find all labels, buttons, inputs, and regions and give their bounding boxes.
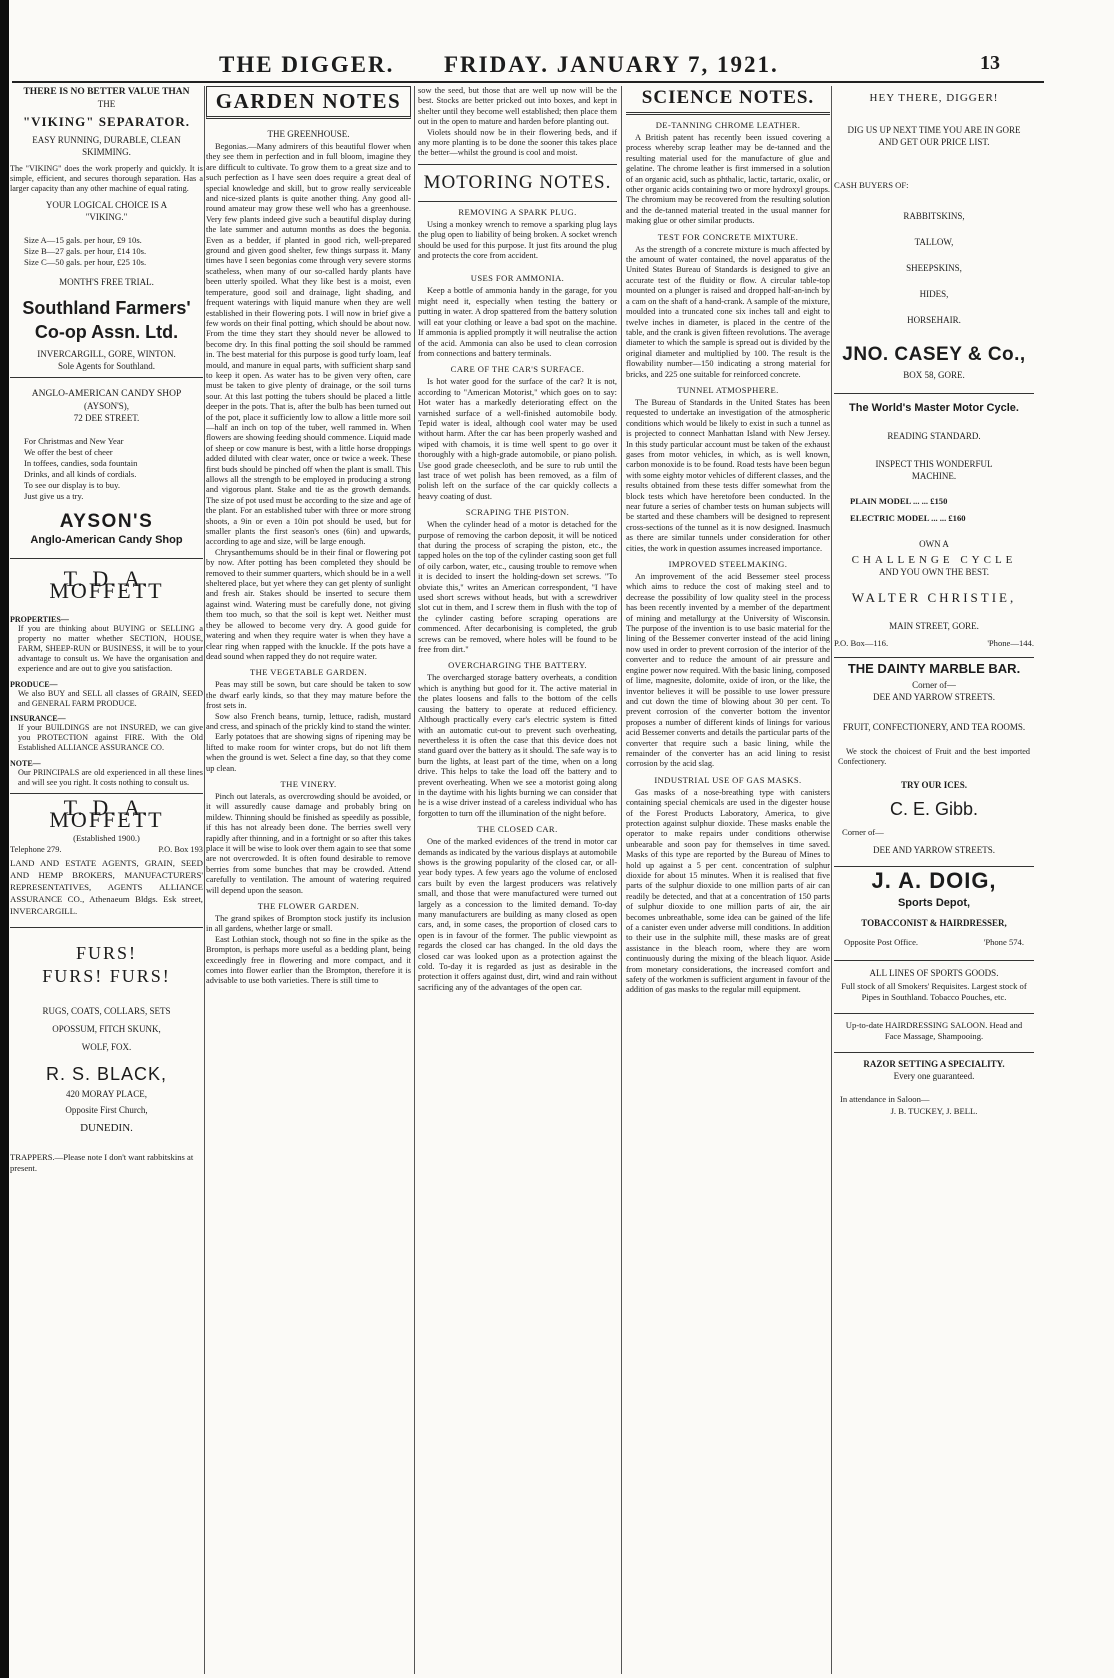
article-paragraph: Peas may still be sown, but care should be taken to sow the dwarf early kinds, so that they may mature before the frost sets in. <box>206 680 411 711</box>
subheading: THE VINERY. <box>280 778 337 789</box>
ad-line: DEE AND YARROW STREETS. <box>872 692 995 702</box>
casey-ad <box>834 92 1034 381</box>
page-edge-shadow <box>0 0 9 1678</box>
subheading: IMPROVED STEELMAKING. <box>668 559 788 570</box>
ad-title: "VIKING" SEPARATOR. <box>22 114 191 129</box>
moffett-ad <box>10 565 203 788</box>
ad-line: MAIN STREET, GORE. <box>889 621 979 631</box>
ad-body: The "VIKING" does the work properly and quickly. It is simple, efficient, and secures thorough separation. Has a larger capacity than any other machine of equal rating. <box>10 164 203 194</box>
ad-headline: FURS! <box>75 943 138 964</box>
paper-name: THE DIGGER. <box>219 52 395 77</box>
article-paragraph: The grand spikes of Brompton stock justify its inclusion in all gardens, whether large or small. <box>206 914 411 934</box>
article-paragraph: A British patent has recently been issued covering a process whereby scrap leather may be de-tanned and the resulting material used for the manufacture of glue and gelatine. The chrome leather is first immersed in a solution of an organic acid, such as phthalic, lactic, tartaric, oxalic, or other organic acids containing two or more hydroxyl groups. The chromium may be recovered from the resulting solution and the de-tanned material treated in the usual manner for making glue or other similar products. <box>626 133 830 226</box>
page-number: 13 <box>980 52 1000 74</box>
article-paragraph: sow the seed, but those that are well up now will be the best. Stocks are better pricked out into boxes, and kept in shelter until they become well established; then place them out in the open to mature and harden before planting out. <box>418 86 617 127</box>
firm-name: JNO. CASEY & Co., <box>842 344 1026 365</box>
ad-line: OPOSSUM, FITCH SKUNK, <box>52 1024 161 1035</box>
divider <box>10 793 203 794</box>
proprietor-name: J. A. DOIG, <box>871 868 997 894</box>
divider <box>10 558 203 559</box>
article-paragraph: Keep a bottle of ammonia handy in the garage, for you might need it, especially when testing the battery or putting in water. A drop spattered from the battery solution will eat your clothing or leave a bad spot on the machine. If ammonia is applied promptly it will neutralise the action of the acid. Ammonia can also be used to clean corrosion from connections and battery terminals. <box>418 286 617 358</box>
ad-line: DUNEDIN. <box>80 1122 133 1135</box>
ad-line: AND YOU OWN THE BEST. <box>878 567 990 577</box>
price-line: ELECTRIC MODEL ... ... £160 <box>850 513 966 523</box>
ad-line: OWN A <box>919 539 949 549</box>
phone-number: 'Phone 574. <box>983 937 1024 948</box>
section-label: PROPERTIES— <box>10 614 69 624</box>
column-rule <box>204 86 205 1674</box>
section-label: NOTE— <box>10 758 41 768</box>
furs-ad <box>10 942 203 1174</box>
ad-line: RAZOR SETTING A SPECIALITY. <box>863 1059 1005 1070</box>
ad-line: BOX 58, GORE. <box>903 370 965 380</box>
subheading: TUNNEL ATMOSPHERE. <box>677 384 779 395</box>
ad-headline: The World's Master Motor Cycle. <box>849 402 1019 414</box>
ad-line: Opposite First Church, <box>65 1105 148 1116</box>
section-title: GARDEN NOTES <box>215 89 402 113</box>
ad-line: Sports Depot, <box>897 897 971 910</box>
ad-line: TOBACCONIST & HAIRDRESSER, <box>861 918 1007 929</box>
subheading: USES FOR AMMONIA. <box>470 273 565 284</box>
issue-date: FRIDAY. JANUARY 7, 1921. <box>444 52 779 77</box>
column-garden-notes <box>206 86 411 1676</box>
ad-body: We stock the choicest of Fruit and the best imported Confectionery. <box>838 747 1030 767</box>
ad-line: CHALLENGE CYCLE <box>851 554 1017 566</box>
subheading: THE VEGETABLE GARDEN. <box>249 667 368 678</box>
column-advertisements-left <box>10 86 203 1676</box>
column-motoring-notes <box>418 86 617 1676</box>
article-paragraph: Pinch out laterals, as overcrowding should be avoided, or it will assuredly cause damage and probably bring on mildew. Thinning should be finished as speedily as possible, if this has not already been done. The berries swell very rapidly after thinning, and in a fortnight or so after this takes place it will be wise to look over them again to see that some are not overcrowded. It is often found desirable to remove berries from some bunches that may be crowded. Attend carefully to ventilation. The amount of watering required will depend upon the season. <box>206 791 411 895</box>
firm-name: Southland Farmers' Co-op Assn. Ltd. <box>22 297 191 342</box>
ad-line: TRY OUR ICES. <box>900 780 968 791</box>
divider <box>834 1052 1034 1053</box>
divider <box>834 960 1034 961</box>
divider <box>10 377 203 378</box>
subheading: THE GREENHOUSE. <box>267 129 350 139</box>
ad-line: MONTH'S FREE TRIAL. <box>59 276 154 287</box>
ad-line: DIG US UP NEXT TIME YOU ARE IN GORE AND GET OUR PRICE LIST. <box>847 125 1021 147</box>
christie-ad <box>834 402 1034 649</box>
divider <box>418 164 617 165</box>
subheading: TEST FOR CONCRETE MIXTURE. <box>657 231 799 242</box>
shop-subtitle: Anglo-American Candy Shop <box>30 533 183 546</box>
moffett-agents-ad <box>10 795 203 917</box>
ad-line: Sole Agents for Southland. <box>58 360 155 371</box>
verse-line: For Christmas and New Year <box>24 435 124 446</box>
subheading: SCRAPING THE PISTON. <box>465 507 570 518</box>
article-paragraph: The Bureau of Standards in the United States has been requested to undertake an investigation of the atmospheric conditions which would be likely to exist in such a tunnel as is projected to connect Manhattan Island with New Jersey. In this study particular account must be taken of the exhaust gases from motor vehicles, in which, as is well known, carbon monoxide is to be found. Road tests have been begun with some eighty motor vehicles of different classes, and the results obtained from these tests differ somewhat from the block tests which have heretofore been conducted. In the near future a series of chamber tests on human subjects will be started and these chambers will be designed to represent cross-sections of the tunnel as it is now designed. Inasmuch as there are similar tunnels under consideration for other cities, the work in question assumes increased importance. <box>626 397 830 553</box>
article-paragraph: An improvement of the acid Bessemer steel process which aims to reduce the cost of making steel and to decrease the possibility of low quality steel in the process has been recently invented by a member of the department of mining and metallurgy at the University of Wisconsin. The purpose of the invention is to use basic material for the lining of the Bessemer converter instead of the acid lining now used in order to prevent corrosion of the interior of the converter and to reduce the amount of air pressure and engine power now required. With the basic lining, composed of lime, magnesite, dolomite, oxide of iron, or the like, the inventor believes it will be possible to use lower pressure and cut down the time of blowing about 30 per cent. To prevent corrosion of the converter bottom the inventor proposes a number of different kinds of linings for various acid Bessemer converts and details the particular parts of the converter that require such a basic lining, while the remainder of the converter has an acid lining to resist corrosion by the acid slag. <box>626 572 830 769</box>
ad-line: DEE AND YARROW STREETS. <box>872 845 995 856</box>
article-paragraph: Early potatoes that are showing signs of ripening may be lifted to make room for winter crops, but do not lift them when the ground is wet. Select a fine day, so that they come up clean. <box>206 732 411 773</box>
divider <box>834 657 1034 658</box>
agent-name: T. D. A. MOFFETT <box>49 565 164 603</box>
price-line: PLAIN MODEL ... ... £150 <box>850 496 948 506</box>
article-paragraph: When the cylinder head of a motor is detached for the purpose of removing the carbon deposit, it will be noticed that during the process of scraping the piston, etc., the tapped holes on the top of the cylinder casting soon get full of oily carbon, water, etc., causing trouble to remove when it is decided to insert the holding-down set screws. "To obviate this," writes an American correspondent, "I have used short screws without heads, but with a screwdriver slot cut in them, and I screw them in flush with the top of the cylinder casting before scraping operations are commenced. After decarbonising is completed, the grub screws can be removed, where holes will be found to be free from dirt." <box>418 520 617 655</box>
staff-names: J. B. TUCKEY, J. BELL. <box>890 1106 978 1117</box>
section-label: PRODUCE— <box>10 679 58 689</box>
ad-line: ALL LINES OF SPORTS GOODS. <box>869 968 999 979</box>
po-box: P.O. Box—116. <box>834 638 889 648</box>
article-paragraph: Violets should now be in their flowering beds, and if any more planting is to be done the sooner this takes place the better—whilst the ground is cool and moist. <box>418 127 617 158</box>
ad-line: FRUIT, CONFECTIONERY, AND TEA ROOMS. <box>842 722 1026 732</box>
ad-line: THERE IS NO BETTER VALUE THAN <box>23 87 190 97</box>
subheading: CARE OF THE CAR'S SURFACE. <box>450 364 585 375</box>
ad-line: Corner of— <box>912 680 956 690</box>
ad-tagline: EASY RUNNING, DURABLE, CLEAN SKIMMING. <box>32 135 181 157</box>
column-rule <box>414 86 415 1674</box>
viking-separator-ad <box>10 86 203 372</box>
article-paragraph: East Lothian stock, though not so fine in the spike as the Brompton, is perhaps more useful as a bedding plant, being exceedingly free in flowering and more compact, and it comes into flower earlier than the Brompton, therefore it is advisable to use both varieties. There is still time to <box>206 934 411 986</box>
section-title: MOTORING NOTES. <box>423 171 612 193</box>
subheading: OVERCHARGING THE BATTERY. <box>448 660 587 671</box>
ad-line: Corner of— <box>842 827 884 838</box>
ad-body: If you are thinking about BUYING or SELLING a property no matter whether SECTION, HOUSE, FARM, SHEEP-RUN or BUSINESS, it will be to your advantage to consult us. We have the organisation and experience and are out to give you satisfaction. <box>18 623 203 674</box>
column-rule <box>621 86 622 1674</box>
ad-item: TALLOW, <box>914 237 954 247</box>
section-label: INSURANCE— <box>10 714 66 724</box>
ad-item: SHEEPSKINS, <box>906 263 962 273</box>
ad-headline: HEY THERE, DIGGER! <box>869 92 999 104</box>
candy-shop-ad <box>10 388 203 546</box>
ad-item: HORSEHAIR. <box>907 315 961 325</box>
section-title: SCIENCE NOTES. <box>641 87 815 108</box>
divider <box>834 1013 1034 1014</box>
dealer-name: R. S. BLACK, <box>45 1064 168 1085</box>
po-box: P.O. Box 193 <box>158 845 203 855</box>
verse-line: In toffees, candies, soda fountain <box>24 457 138 468</box>
ad-line: WOLF, FOX. <box>81 1042 132 1053</box>
divider <box>834 393 1034 394</box>
proprietor-name: C. E. Gibb. <box>889 799 979 820</box>
phone-number: 'Phone—144. <box>987 638 1034 648</box>
verse-line: We offer the best of cheer <box>24 446 113 457</box>
article-paragraph: Using a monkey wrench to remove a sparking plug lays the plug open to liability of being broken. A socket wrench should be used for this purpose. It just fits around the plug and protects the core from accident. <box>418 219 617 261</box>
ad-line: 72 DEE STREET. <box>73 412 140 423</box>
ad-line: INSPECT THIS WONDERFUL MACHINE. <box>875 459 993 481</box>
article-paragraph: Sow also French beans, turnip, lettuce, radish, mustard and cress, and spinach of the prickly kind to stand the winter. <box>206 711 411 731</box>
verse-line: Just give us a try. <box>24 490 84 501</box>
ad-body: LAND AND ESTATE AGENTS, GRAIN, SEED AND HEMP BROKERS, MANUFACTURERS' REPRESENTATIVES, AGENTS ALLIANCE ASSURANCE CO., Athenaeum Bldgs. Esk street, INVERCARGILL. <box>10 858 203 917</box>
ad-line: CASH BUYERS OF: <box>834 180 909 190</box>
subheading: REMOVING A SPARK PLUG. <box>458 206 577 217</box>
ad-line: In attendance in Saloon— <box>840 1094 930 1105</box>
ad-line: 420 MORAY PLACE, <box>65 1089 148 1100</box>
ad-body: Our PRINCIPALS are old experienced in all these lines and will see you right. It costs nothing to consult us. <box>18 767 203 787</box>
ad-line: (Established 1900.) <box>73 833 140 844</box>
ad-line: RUGS, COATS, COLLARS, SETS <box>42 1006 171 1017</box>
column-rule <box>831 86 832 1674</box>
ad-item: HIDES, <box>919 289 949 299</box>
doig-ad <box>834 868 1034 1117</box>
ad-body: If your BUILDINGS are not INSURED, we can give you PROTECTION against FIRE. With the Old Established ALLIANCE ASSURANCE CO. <box>18 723 203 753</box>
article-paragraph: As the strength of a concrete mixture is much affected by the amount of water contained, the novel apparatus of the United States Bureau of Standards is designed to give an accurate test of the fluidity or flow. A circular table-top mounted on a plunger is raised and dropped half-an-inch by a cam on the shaft of a hand-crank. A sample of the mixture, moulded into a truncated cone six inches tall and eight to twelve inches in diameter, is placed in the centre of the table, and the crank is given fifteen revolutions. The average diameter to which the sample is spread out is divided by the original diameter and multiplied by 100. The result is the flowability number—150 indicating a strong material for bricks, and 225 one suitable for reinforced concrete. <box>626 244 830 379</box>
ad-line: (AYSON'S), <box>83 400 130 411</box>
subheading: INDUSTRIAL USE OF GAS MASKS. <box>654 774 802 785</box>
ad-title: ANGLO-AMERICAN CANDY SHOP <box>31 388 182 399</box>
marble-bar-ad <box>834 663 1034 856</box>
ad-body: Full stock of all Smokers' Requisites. Largest stock of Pipes in Southland. Tobacco Pouches, etc. <box>841 981 1027 1003</box>
article-paragraph: One of the marked evidences of the trend in motor car demands as indicated by the various displays at automobile shows is the growing popularity of the closed car, or all-year body types. A few years ago the volume of enclosed cars built by even the largest producers was relatively small, and those that were manufactured were turned out largely as a concession to the limited demand. To-day many manufacturers are building as many closed as open cars, and, in some cases, the proportion of closed cars to open is in favour of the former. The public viewpoint as regards the closed car has changed. In the old days the closed car was looked upon as a protection against the cold. To-day it is regarded as just as desirable in the protection it offers against dust, dirt, wind and rain without sacrificing any of the advantages of the open car. <box>418 837 617 992</box>
subheading: THE CLOSED CAR. <box>477 824 558 835</box>
ad-line: THE <box>97 99 116 109</box>
verse-line: Drinks, and all kinds of cordials. <box>24 468 137 479</box>
price-line: Size C—50 gals. per hour, £25 10s. <box>24 256 147 267</box>
column-advertisements-right <box>834 86 1034 1676</box>
ad-line: YOUR LOGICAL CHOICE IS A <box>45 199 168 210</box>
divider <box>10 927 203 928</box>
column-science-notes <box>626 86 830 1676</box>
ad-note: TRAPPERS.—Please note I don't want rabbitskins at present. <box>10 1152 194 1174</box>
shop-location: Opposite Post Office. <box>844 937 919 948</box>
ad-headline: FURS! FURS! <box>42 966 171 987</box>
phone-number: Telephone 279. <box>10 845 62 855</box>
article-paragraph: The overcharged storage battery overheats, a condition which is anything but good for it. The active material in the plates loosens and falls to the bottom of the cells causing the battery to operate at reduced efficiency. Although practically every car's electric system is fitted with an automatic cut-out to prevent such overheating, nevertheless it is often the case that this device does not stand guard over the battery as it should. The safe way is to burn the lights, at least part of the time, when on a long drive. This helps to take the load off the battery and to prevent overheating. When we see a motorist going along in the daytime with his lights burning we can consider that he is a wise driver instead of a careless individual who has forgotten to turn off the illumination of the night before. <box>418 673 617 818</box>
shop-name: AYSON'S <box>59 510 154 532</box>
article-paragraph: Is hot water good for the surface of the car? It is not, according to "American Motorist," which goes on to say: Hot water has a markedly deteriorating effect on the varnished surface of a well-finished automobile body. Tepid water is ideal, although cool water may be used without harm. After the car has been properly washed and wiped with chamois, it is time well spent to go over it thoroughly with a high-grade automobile, or piano polish. Use good grade cheesecloth, and be sure to rub until the last trace of wet polish has been removed, as a film of polish left on the surface of the car quickly collects a heavy coating of dust. <box>418 377 617 501</box>
subheading: THE FLOWER GARDEN. <box>257 901 360 912</box>
ad-line: Every one guaranteed. <box>893 1071 975 1082</box>
subheading: DE-TANNING CHROME LEATHER. <box>655 120 801 130</box>
masthead <box>14 52 1100 82</box>
price-line: Size B—27 gals. per hour, £14 10s. <box>24 245 147 256</box>
ad-body: We also BUY and SELL all classes of GRAIN, SEED and GENERAL FARM PRODUCE. <box>18 688 203 708</box>
agent-name: T. D. A. MOFFETT <box>49 795 164 833</box>
article-paragraph: Gas masks of a nose-breathing type with canisters containing special chemicals are used in the digester house of the Forest Products Laboratory, America, to give protection against sulphur dioxide. These masks enable the operator to make repairs under conditions otherwise unbearable and soon pay for themselves in time saved. Masks of this type are reported by the Bureau of Mines to hold up against a 5 per cent. concentration of sulphur dioxide for about 15 minutes. When it is realised that five parts of the sulphur dioxide to one million parts of air can readily be detected, and that at a concentration of 150 parts of sulphur dioxide to one million parts of air, the air becomes unbreathable, some idea can be gained of the life of a canister even under adverse mill conditions. In addition to their use in the sulphite mill, these masks are of great assistance in the bleach room, where they are worn continuously during the mixing of the bleach liquor. Aside from monetary considerations, the increased comfort and safety of the workmen is sufficient argument in favour of the addition of gas masks to the regular mill equipment. <box>626 787 830 995</box>
ad-line: READING STANDARD. <box>887 431 981 441</box>
divider <box>834 866 1034 867</box>
ad-body: Up-to-date HAIRDRESSING SALOON. Head and Face Massage, Shampooing. <box>845 1020 1023 1042</box>
dealer-name: WALTER CHRISTIE, <box>851 590 1017 605</box>
verse-line: To see our display is to buy. <box>24 479 120 490</box>
divider <box>418 201 617 202</box>
ad-line: INVERCARGILL, GORE, WINTON. <box>37 348 176 359</box>
ad-line: "VIKING." <box>85 211 128 222</box>
ad-item: RABBITSKINS, <box>903 211 965 221</box>
article-paragraph: Begonias.—Many admirers of this beautiful flower when they see them in perfection and in full bloom, imagine they are difficult to cultivate. To grow them to a great size and to such perfection as I have seen does require a great deal of special knowledge and skill, but to grow really serviceable and nice-sized plants is quite another thing. Any good all-round amateur may grow these well who has a greenhouse. Very few plants indeed give such a beautiful display during the late summer and autumn months as does the begonia. Even as a bedder, if planted in good rich, well-prepared ground and given good shelter, few things surpass it. Many times have I seen begonias come through very severe storms scatheless, when many of our so-called hardy plants have been utterly spoiled. What they like best is a moist, even temperature, good soil and drainage, light shading, and frequent waterings with liquid manure when they are well established in their flowering pots. I will now in brief give a few words on their final potting, which should be about now. From the time they start they should never be allowed to become dry. In this final potting the soil should be rammed in. The best material for this purpose is good turfy loam, leaf mould, and manure in equal parts, with sufficient sharp sand to keep it open. As water has to be given very often, care must be taken to give plenty of drainage, or the soil turns sour. At this last potting the tubers should be placed a little deeper in the pots. That is, after the bulb has been turned out of the pot, place it sufficiently low to allow a little more soil—half an inch on top of the tuber, well rammed in. When flowers are showing feeding should commence. Liquid made of sheep or cow manure is best, with a little horse droppings added diluted with clear water, once or twice a week. These first buds should be pinched off when the plant is small. This allows all the strength to be employed in producing a strong and vigorous plant. Stake and tie as the growth demands. The size of pot used must be according to the size and age of the plant. For an established tuber with three or more strong shoots, a 9in or even a 10in pot should be used, but for smaller plants the first season's ones (6in) and upwards, according to age and size, will be large enough. <box>206 142 411 547</box>
article-paragraph: Chrysanthemums should be in their final or flowering pot by now. After potting has been completed they should be removed to their summer quarters, which should be in a well sheltered place, but yet where they can get plenty of sunlight and fresh air. Stakes should be inserted to secure them against wind. Watering must be carefully done, not giving them too much, so that the soil is kept wet. Neither must they be allowed to become very dry. A good guide for watering and when they require water is when they have a clear ring when rapped with the knuckle. If the pots have a dead sound when rapped they do not require water. <box>206 547 411 661</box>
masthead-rule <box>12 81 1044 83</box>
price-line: Size A—15 gals. per hour, £9 10s. <box>24 234 142 245</box>
ad-headline: THE DAINTY MARBLE BAR. <box>847 661 1021 676</box>
